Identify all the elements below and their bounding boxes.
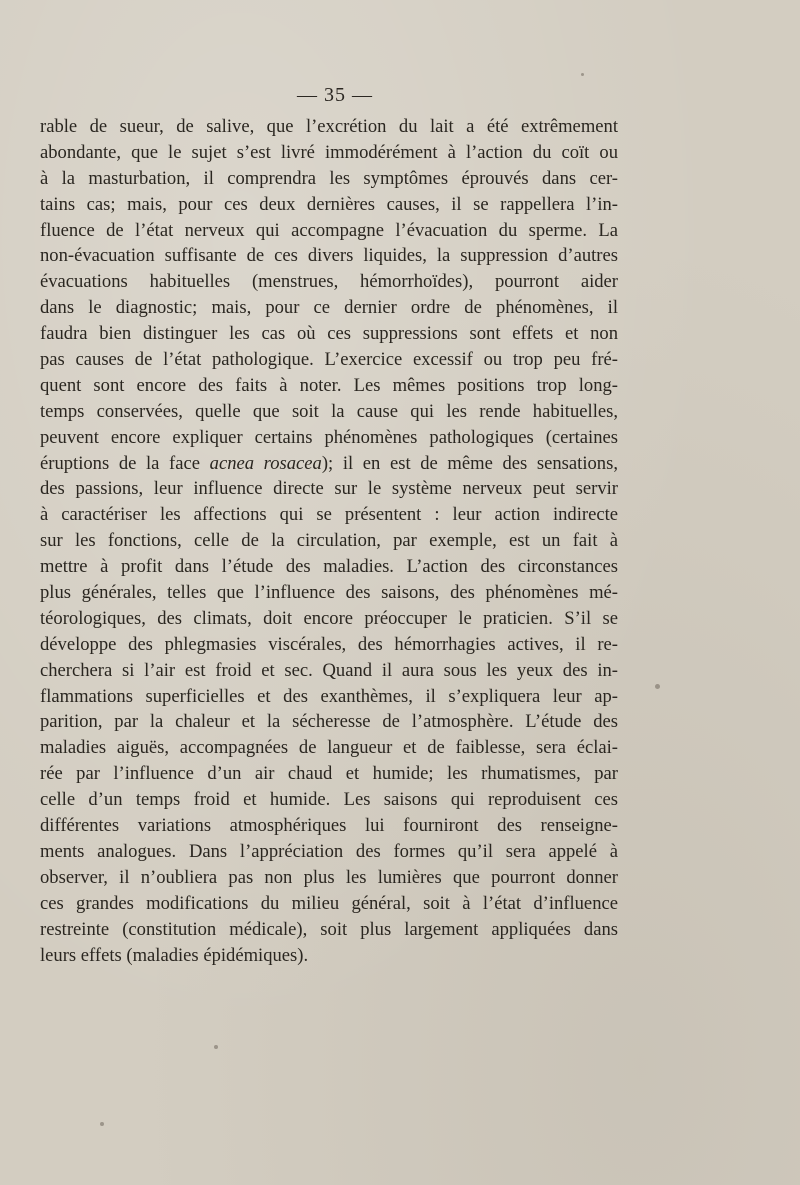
- text-line: tains cas; mais, pour ces deux dernières causes, il se rappellera l’in-: [40, 193, 618, 215]
- text-line: à caractériser les affections qui se présentent : leur action indirecte: [40, 504, 618, 526]
- text-line: maladies aiguës, accompagnées de langueur et de faiblesse, sera éclai-: [40, 737, 618, 759]
- text-line: mettre à profit dans l’étude des maladies. L’action des circonstances: [40, 556, 618, 578]
- paper-speck: [214, 1045, 218, 1049]
- text-line: flammations superficielles et des exanthèmes, il s’expliquera leur ap-: [40, 685, 618, 707]
- text-line: rée par l’influence d’un air chaud et humide; les rhumatismes, par: [40, 763, 618, 785]
- text-line: des passions, leur influence directe sur le système nerveux peut servir: [40, 478, 618, 500]
- text-line: cherchera si l’air est froid et sec. Quand il aura sous les yeux des in-: [40, 659, 618, 681]
- text-line-with-italic: [40, 451, 618, 477]
- text-line: développe des phlegmasies viscérales, des hémorrhagies actives, il re-: [40, 633, 618, 655]
- text-line: à la masturbation, il comprendra les symptômes éprouvés dans cer-: [40, 167, 618, 189]
- text-line: quent sont encore des faits à noter. Les mêmes positions trop long-: [40, 374, 618, 396]
- text-line: ments analogues. Dans l’appréciation des formes qu’il sera appelé à: [40, 840, 618, 862]
- text-line: observer, il n’oubliera pas non plus les lumières que pourront donner: [40, 866, 618, 888]
- text-line: dans le diagnostic; mais, pour ce dernier ordre de phénomènes, il: [40, 297, 618, 319]
- text-line-last: leurs effets (maladies épidémiques).: [40, 944, 309, 966]
- italic-term: acnea rosacea: [209, 452, 322, 474]
- body-text: [40, 114, 618, 968]
- text-line: abondante, que le sujet s’est livré immodérément à l’action du coït ou: [40, 141, 618, 163]
- text-line: évacuations habituelles (menstrues, hémorrhoïdes), pourront aider: [40, 271, 618, 293]
- text-line: plus générales, telles que l’influence des saisons, des phénomènes mé-: [40, 582, 618, 604]
- text-line: pas causes de l’état pathologique. L’exercice excessif ou trop peu fré-: [40, 349, 618, 371]
- text-line: temps conservées, quelle que soit la cause qui les rende habituelles,: [40, 400, 618, 422]
- paper-speck: [100, 1122, 104, 1126]
- text-line: celle d’un temps froid et humide. Les saisons qui reproduisent ces: [40, 789, 618, 811]
- line-start: éruptions de la face: [40, 452, 210, 474]
- text-line: téorologiques, des climats, doit encore préoccuper le praticien. S’il se: [40, 607, 618, 629]
- text-line: parition, par la chaleur et la sécheresse de l’atmosphère. L’étude des: [40, 711, 618, 733]
- text-line: fluence de l’état nerveux qui accompagne l’évacuation du sperme. La: [40, 219, 618, 241]
- text-line: rable de sueur, de salive, que l’excrétion du lait a été extrêmement: [40, 116, 618, 137]
- line-end: ); il en est de même des sensations,: [321, 452, 618, 474]
- text-line: restreinte (constitution médicale), soit plus largement appliquées dans: [40, 918, 618, 940]
- text-line: différentes variations atmosphériques lui fourniront des renseigne-: [40, 815, 618, 837]
- text-line: peuvent encore expliquer certains phénomènes pathologiques (certaines: [40, 426, 618, 448]
- text-line: sur les fonctions, celle de la circulation, par exemple, est un fait à: [40, 530, 618, 552]
- page-number: — 35 —: [297, 84, 373, 106]
- text-line: faudra bien distinguer les cas où ces suppressions sont effets et non: [40, 323, 618, 345]
- text-line: non-évacuation suffisante de ces divers liquides, la suppression d’autres: [40, 245, 618, 267]
- paper-speck: [655, 684, 660, 689]
- paper-speck: [581, 73, 584, 76]
- text-line: ces grandes modifications du milieu général, soit à l’état d’influence: [40, 892, 618, 914]
